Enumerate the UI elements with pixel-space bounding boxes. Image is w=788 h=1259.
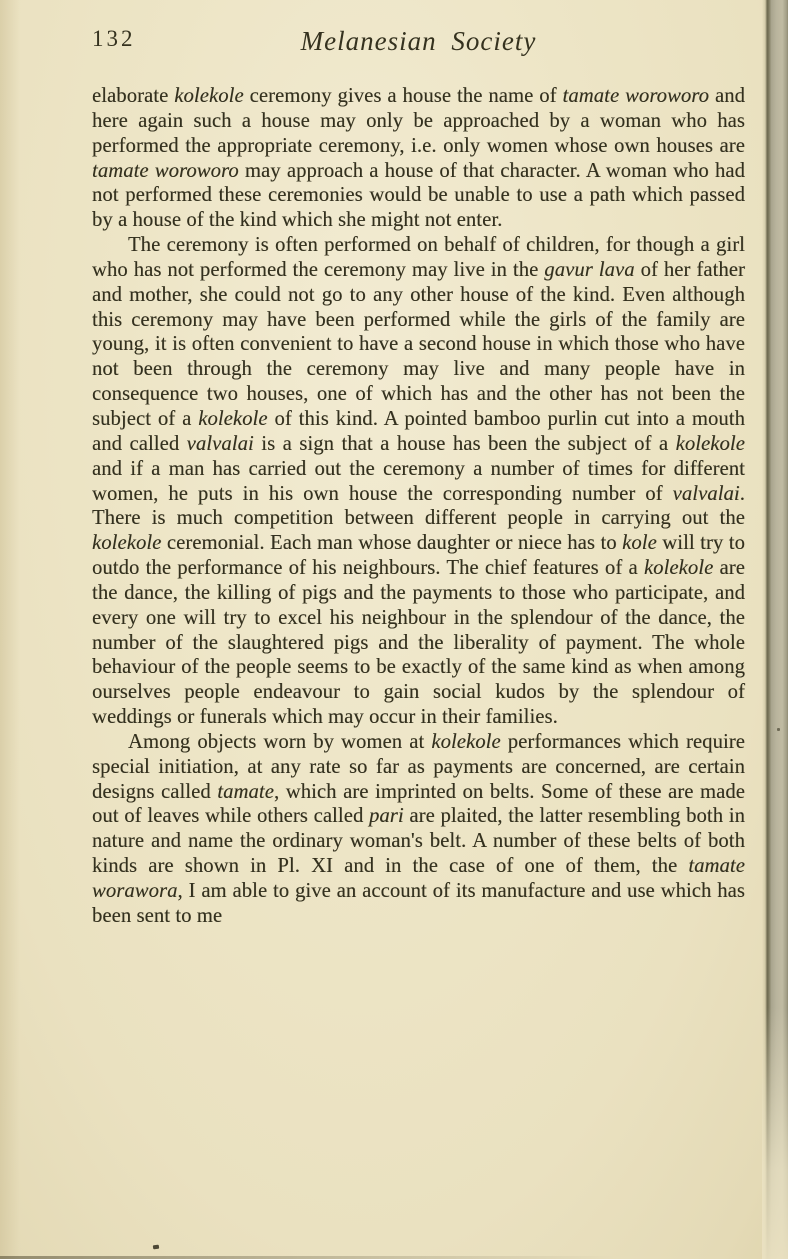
running-title: Melanesian Society <box>300 26 537 56</box>
text-run: ceremonial. Each man whose daughter or niece has to <box>161 532 623 555</box>
italic-term: kolekole <box>174 85 244 107</box>
text-run: and if a man has carried out the ceremony a number of times for different women, he puts in his own house the corresponding number of <box>92 457 745 505</box>
italic-term: valvalai <box>672 482 740 505</box>
text-run: is a sign that a house has been the subject of a <box>253 432 676 455</box>
italic-term: kolekole <box>198 407 268 430</box>
text-run: . There is much competition between different people in carrying out the <box>92 482 745 530</box>
text-run: and here again such a house may only be approached by a woman who has performed the appropriate ceremony, i.e. only women whose own houses are <box>92 85 746 157</box>
text-run: Among objects worn by women at <box>128 730 432 753</box>
text-run: are plaited, the latter resembling both in nature and name the ordinary woman's belt. A number of these belts of both kinds are shown in Pl. XI and in the case of one of them, the <box>92 805 745 878</box>
italic-term: kolekole <box>92 532 162 555</box>
text-run: may approach a house of that character. A woman who had not performed these ceremonies would be unable to use a path which passed by a house of the kind which she might not enter. <box>92 159 745 232</box>
paragraph <box>92 233 745 730</box>
text-run: , I am able to give an account of its manufacture and use which has been sent to me <box>92 880 745 927</box>
text-run: performances which require special initiation, at any rate so far as payments are concerned, are certain designs called <box>92 730 745 803</box>
text-run: are the dance, the killing of pigs and the payments to those who participate, and every one will try to excel his neighbour in the splendour of the dance, the number of the slaughtered pigs and the liberality of payment. The whole behaviour of the people seems to be exactly of the same kind as when among ourselves people endeavour to gain social kudos by the splendour of weddings or funerals which may occur in their families. <box>92 557 745 729</box>
italic-term: valvalai <box>186 432 254 455</box>
italic-term: tamate <box>217 780 274 803</box>
paragraph <box>92 730 745 929</box>
italic-term: pari <box>369 805 404 828</box>
italic-term: gavur lava <box>544 258 635 281</box>
italic-term: tamate woroworo <box>92 159 239 182</box>
text-run: ceremony gives a house the name of <box>243 85 563 107</box>
ink-speck <box>777 728 780 731</box>
text-run: The ceremony is often performed on behalf of children, for though a girl who has not performed the ceremony may live in the <box>92 234 745 281</box>
ink-speck <box>153 1245 159 1250</box>
page-right-edge-shadow <box>762 0 788 1259</box>
italic-term: tamate woroworo <box>562 85 710 107</box>
body-text <box>92 84 745 929</box>
page-header <box>92 26 745 56</box>
italic-term: kolekole <box>431 730 501 753</box>
text-run: will try to outdo the performance of his neighbours. The chief features of a <box>92 532 745 580</box>
paragraph <box>92 84 745 233</box>
italic-term: kolekole <box>643 557 714 580</box>
page-number: 132 <box>92 26 136 51</box>
text-run: elaborate <box>92 85 175 107</box>
page-left-edge-shadow <box>0 0 20 1259</box>
text-run: , which are imprinted on belts. Some of these are made out of leaves while others called <box>92 780 745 828</box>
text-run: of this kind. A pointed bamboo purlin cut into a mouth and called <box>92 407 745 455</box>
italic-term: kole <box>622 532 657 555</box>
italic-term: kolekole <box>675 432 745 455</box>
text-run: of her father and mother, she could not go to any other house of the kind. Even although this ceremony may have been performed while the girls of the family are young, it is often convenient to have a second house in which those who have not been through the ceremony may live and many people have in consequence two houses, one of which has and the other has not been the subject of a <box>92 258 746 430</box>
italic-term: tamate worawora <box>92 855 745 902</box>
